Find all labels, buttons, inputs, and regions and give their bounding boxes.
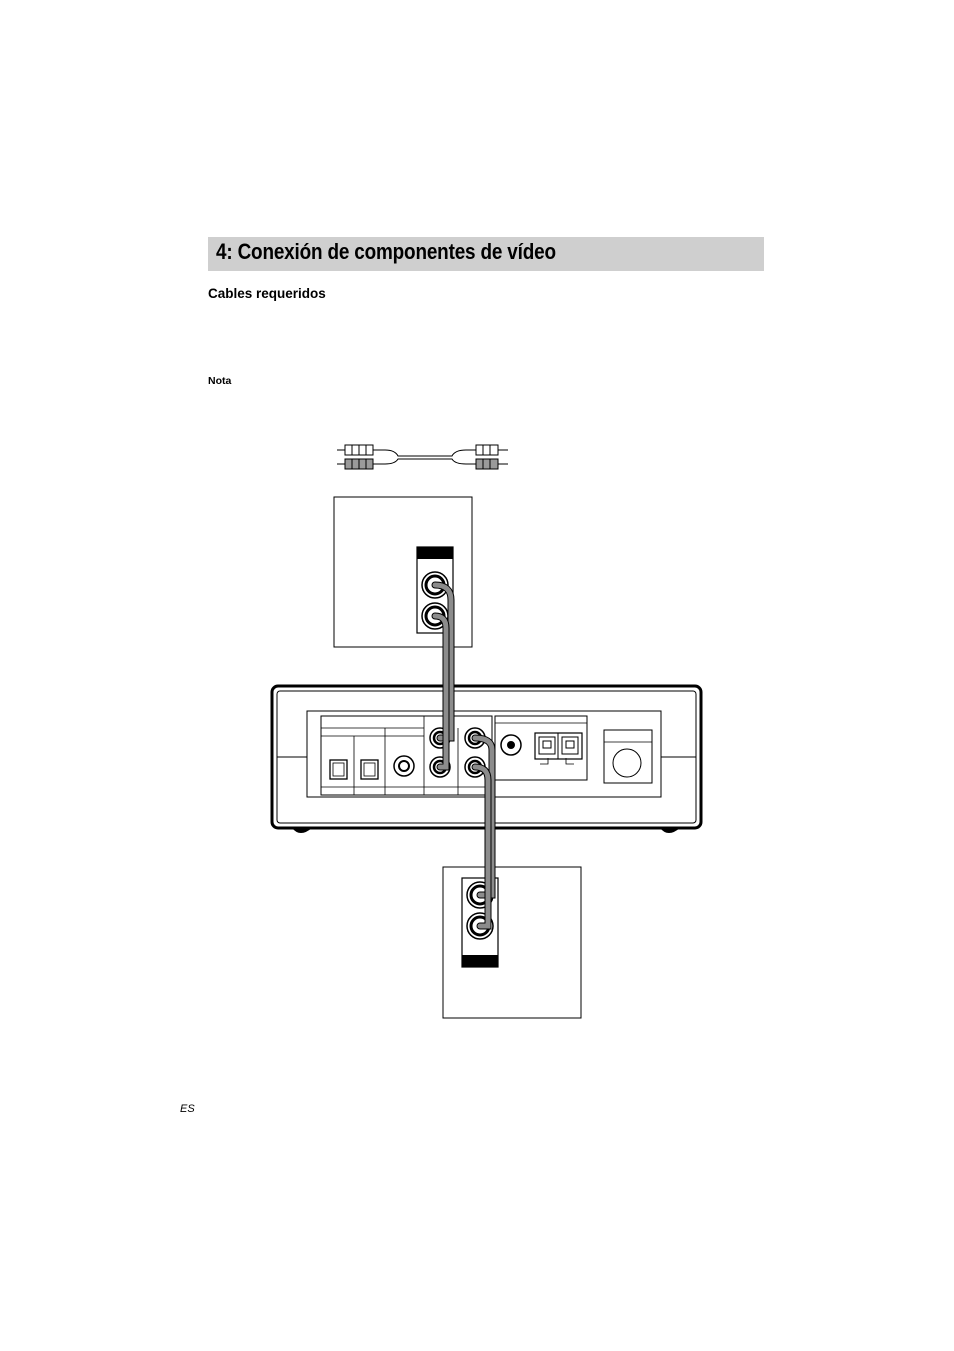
rca-audio-cable-icon [337, 445, 508, 469]
video-component-bottom [443, 867, 581, 1018]
note-heading: Nota [208, 375, 232, 387]
cables-required-heading: Cables requeridos [208, 286, 326, 301]
page-language-code: ES [180, 1103, 195, 1115]
page-title: 4: Conexión de componentes de vídeo [216, 239, 556, 264]
